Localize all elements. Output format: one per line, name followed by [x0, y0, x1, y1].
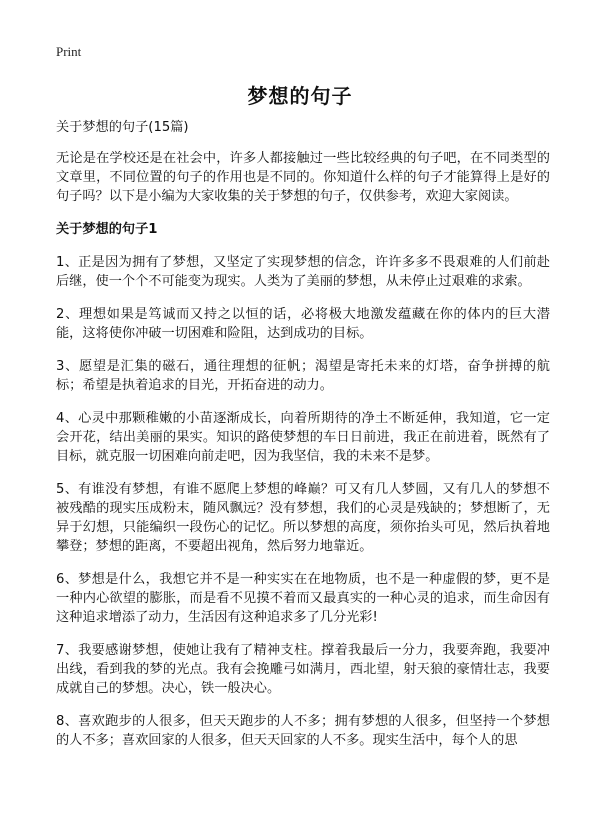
paragraph-8: 8、喜欢跑步的人很多，但天天跑步的人不多；拥有梦想的人很多，但坚持一个梦想的人不多；喜欢回家的人很多，但天天回家的人不多。现实生活中，每个人的思 [56, 714, 550, 748]
intro-paragraph: 无论是在学校还是在社会中，许多人都接触过一些比较经典的句子吧，在不同类型的文章里，不同位置的句子的作用也是不同的。你知道什么样的句子才能算得上是好的句子吗？以下是小编为大家收集的关于梦想的句子，仅供参考，欢迎大家阅读。 [56, 151, 550, 204]
subtitle: 关于梦想的句子(15篇) [56, 120, 189, 135]
paragraph-2: 2、理想如果是笃诚而又持之以恒的话，必将极大地激发蕴藏在你的体内的巨大潜能，这将使你冲破一切困难和险阻，达到成功的目标。 [56, 307, 550, 341]
page-title: 梦想的句子 [247, 84, 353, 108]
paragraph-3: 3、愿望是汇集的磁石，通往理想的征帆；渴望是寄托未来的灯塔，奋争拼搏的航标；希望是执着追求的目光，开拓奋进的动力。 [56, 359, 550, 393]
print-label[interactable]: Print [56, 44, 82, 59]
paragraph-5: 5、有谁没有梦想，有谁不愿爬上梦想的峰巅？可又有几人梦圆，又有几人的梦想不被残酷的现实压成粉末，随风飘远？没有梦想，我们的心灵是残缺的；梦想断了，无异于幻想，只能编织一段伤心的记忆。所以梦想的高度，须你抬头可见，然后执着地攀登；梦想的距离，不要超出视角，然后努力地靠近。 [56, 482, 550, 554]
paragraph-6: 6、梦想是什么，我想它并不是一种实实在在地物质，也不是一种虚假的梦，更不是一种内心欲望的膨胀，而是看不见摸不着而又最真实的一种心灵的追求，而生命因有这种追求增添了动力，生活因有这种追求多了几分光彩! [56, 572, 550, 625]
paragraph-4: 4、心灵中那颗稚嫩的小苗逐渐成长，向着所期待的净土不断延伸，我知道，它一定会开花，结出美丽的果实。知识的路使梦想的车日日前进，我正在前进着，既然有了目标，就克服一切困难向前走吧，因为我坚信，我的未来不是梦。 [56, 411, 550, 464]
document-body [56, 118, 550, 764]
section-heading: 关于梦想的句子1 [56, 222, 158, 237]
paragraph-1: 1、正是因为拥有了梦想，又坚定了实现梦想的信念，许许多多不畏艰难的人们前赴后继，使一个个不可能变为现实。人类为了美丽的梦想，从未停止过艰难的求索。 [56, 255, 550, 289]
paragraph-7: 7、我要感谢梦想，使她让我有了精神支柱。撑着我最后一分力，我要奔跑，我要冲出线，看到我的梦的光点。我有会挽雕弓如满月，西北望，射天狼的豪情壮志，我要成就自己的梦想。决心，铁一般决心。 [56, 643, 550, 696]
